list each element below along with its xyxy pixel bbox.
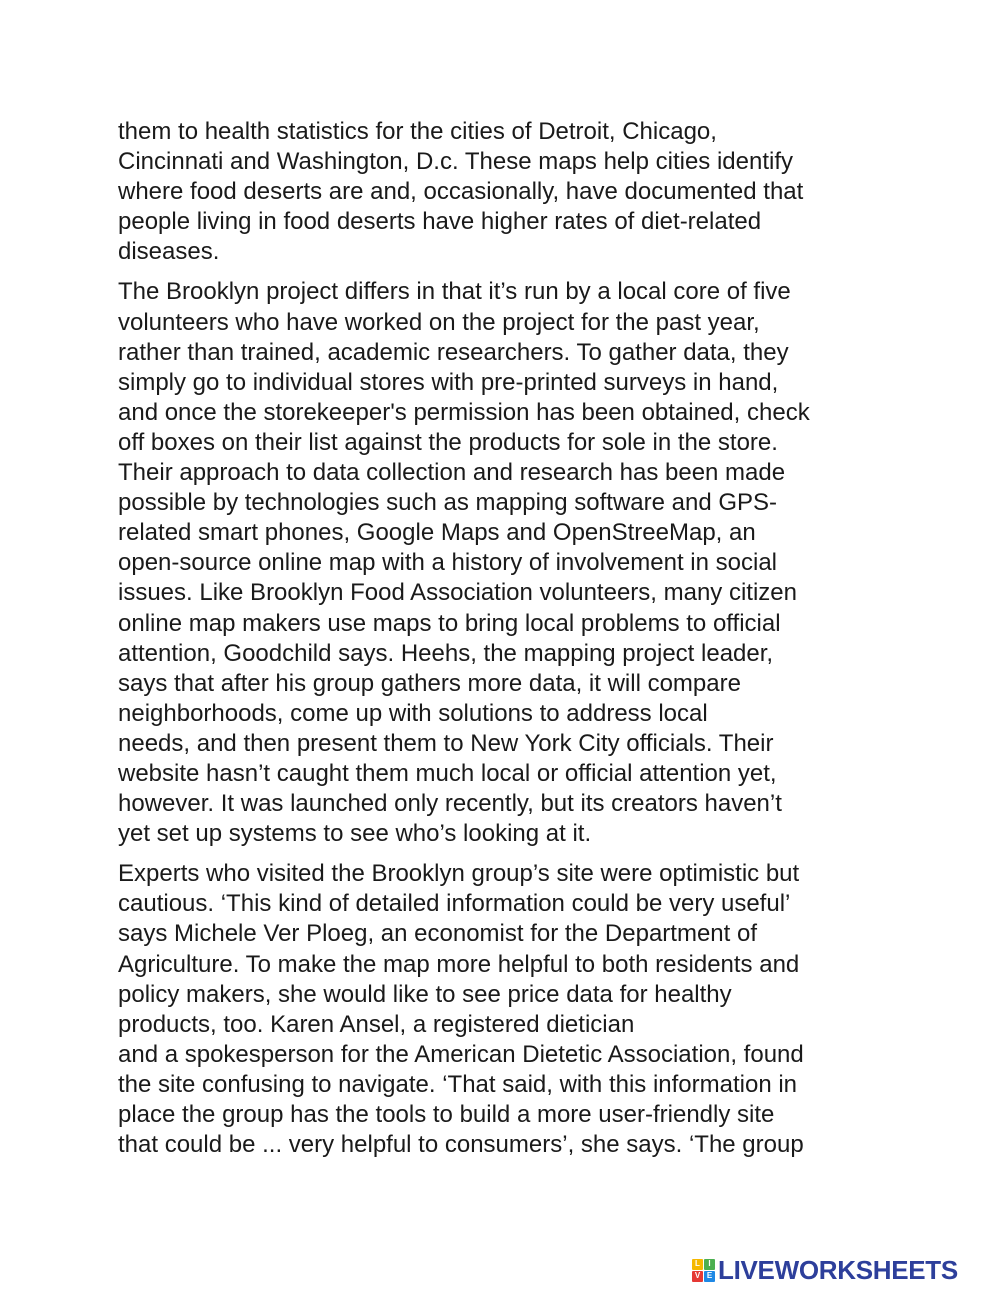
text-line: online map makers use maps to bring local problems to official — [118, 609, 781, 637]
text-line: related smart phones, Google Maps and OpenStreeMap, an — [118, 519, 756, 547]
text-line: Experts who visited the Brooklyn group’s site were optimistic but — [118, 860, 800, 888]
text-line: attention, Goodchild says. Heehs, the mapping project leader, — [118, 639, 774, 667]
text-line: and a spokesperson for the American Dietetic Association, found — [118, 1040, 804, 1068]
text-line: issues. Like Brooklyn Food Association volunteers, many citizen — [118, 579, 797, 607]
text-line: the site confusing to navigate. ‘That said, with this information in — [118, 1070, 798, 1098]
text-line: them to health statistics for the cities of Detroit, Chicago, — [118, 118, 717, 145]
paragraph-3 — [118, 859, 888, 1160]
text-line: neighborhoods, come up with solutions to address local — [118, 699, 708, 727]
text-line: people living in food deserts have higher rates of diet-related — [118, 208, 762, 236]
text-line: open-source online map with a history of involvement in social — [118, 549, 778, 577]
text-line: Cincinnati and Washington, D.c. These maps help cities identify — [118, 148, 794, 176]
logo-mark-cell: V — [692, 1271, 703, 1282]
logo-mark-cell: E — [704, 1271, 715, 1282]
logo-mark-cell: L — [692, 1259, 703, 1270]
text-line: says that after his group gathers more data, it will compare — [118, 669, 741, 697]
text-line: place the group has the tools to build a more user-friendly site — [118, 1101, 775, 1128]
text-line: The Brooklyn project differs in that it’s run by a local core of five — [118, 278, 791, 306]
text-line: Agriculture. To make the map more helpful to both residents and — [118, 950, 800, 978]
text-line: Their approach to data collection and research has been made — [118, 459, 786, 487]
text-line: volunteers who have worked on the project for the past year, — [118, 308, 760, 336]
document-body — [118, 117, 888, 1170]
text-line: needs, and then present them to New York City officials. Their — [118, 729, 774, 757]
text-line: products, too. Karen Ansel, a registered dietician — [118, 1010, 635, 1038]
text-line: policy makers, she would like to see price data for healthy — [118, 980, 732, 1008]
text-line: that could be ... very helpful to consumers’, she says. ‘The group — [118, 1131, 804, 1159]
paragraph-2 — [118, 277, 888, 849]
text-line: cautious. ‘This kind of detailed information could be very useful’ — [118, 890, 791, 918]
text-line: simply go to individual stores with pre-printed surveys in hand, — [118, 368, 779, 396]
logo-mark-cell: I — [704, 1259, 715, 1270]
text-line: however. It was launched only recently, but its creators haven’t — [118, 790, 782, 818]
paragraph-1 — [118, 117, 888, 267]
text-line: rather than trained, academic researchers. To gather data, they — [118, 338, 789, 366]
text-line: possible by technologies such as mapping software and GPS- — [118, 489, 778, 517]
text-line: where food deserts are and, occasionally, have documented that — [118, 178, 804, 206]
text-line: website hasn’t caught them much local or official attention yet, — [118, 759, 777, 787]
text-line: and once the storekeeper's permission has been obtained, check — [118, 398, 810, 426]
text-line: says Michele Ver Ploeg, an economist for the Department of — [118, 920, 757, 948]
text-line: yet set up systems to see who’s looking at it. — [118, 820, 592, 848]
logo-mark-icon — [692, 1259, 715, 1282]
logo-text: LIVEWORKSHEETS — [718, 1255, 958, 1285]
text-line: off boxes on their list against the products for sole in the store. — [118, 428, 778, 456]
liveworksheets-logo — [692, 1255, 958, 1285]
text-line: diseases. — [118, 238, 220, 266]
